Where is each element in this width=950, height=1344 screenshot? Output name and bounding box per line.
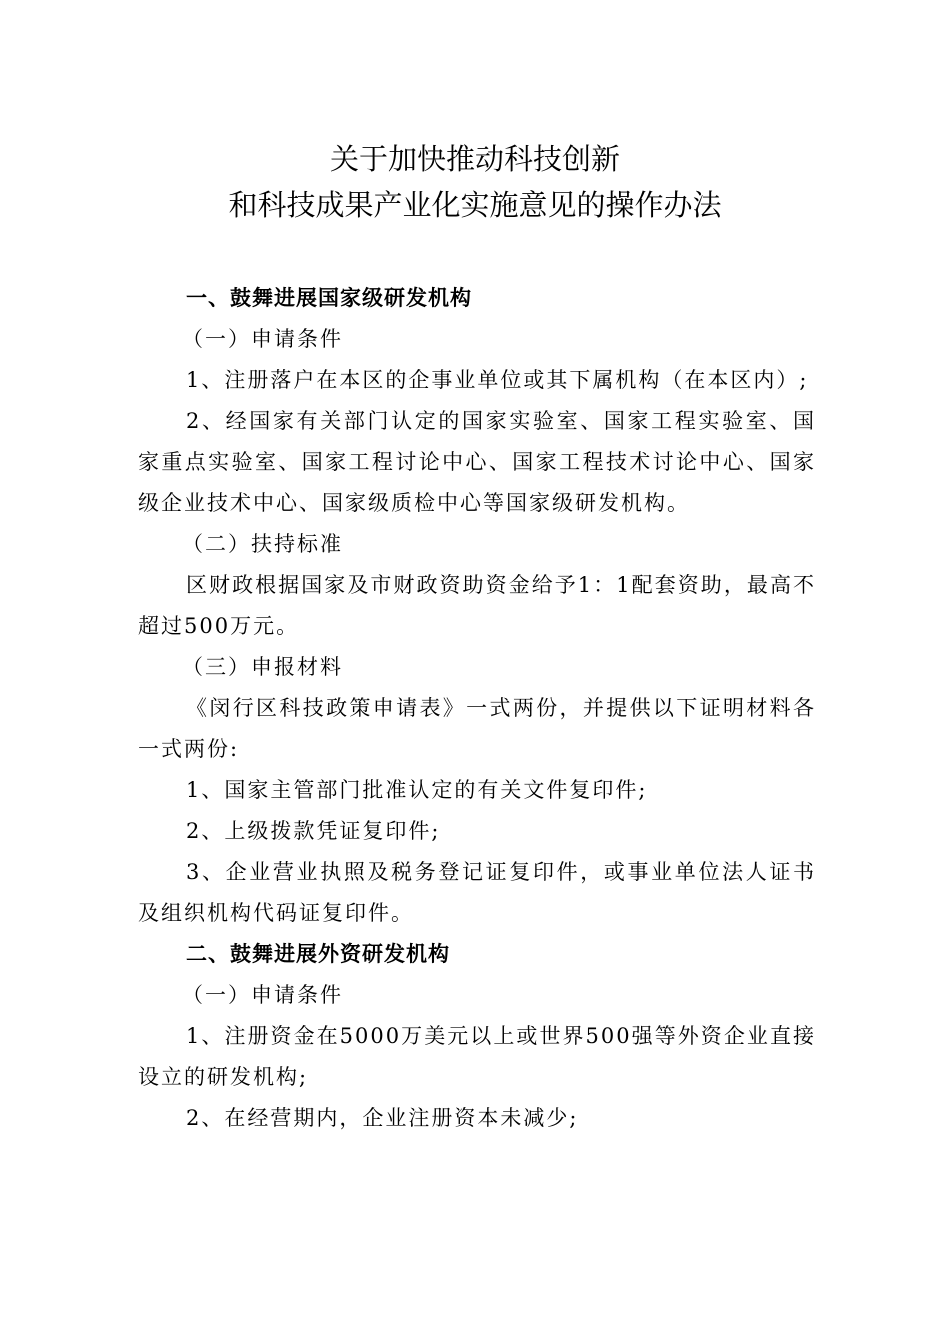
section-1-sub-1: （一）申请条件 (182, 327, 343, 351)
title-line-2: 和科技成果产业化实施意见的操作办法 (228, 188, 722, 222)
section-2-item-2: 2、在经营期内，企业注册资本未减少; (186, 1106, 579, 1130)
section-1-support: 区财政根据国家及市财政资助资金给予1：1配套资助，最高不超过500万元。 (138, 573, 816, 638)
section-1-item-1: 1、注册落户在本区的企事业单位或其下属机构（在本区内）; (186, 368, 809, 392)
section-1-item-2: 2、经国家有关部门认定的国家实验室、国家工程实验室、国家重点实验室、国家工程讨论中心、国家工程技术讨论中心、国家级企业技术中心、国家级质检中心等国家级研发机构。 (138, 409, 816, 515)
section-2-sub-1: （一）申请条件 (182, 983, 343, 1007)
section-1-sub-3: （三）申报材料 (182, 655, 343, 679)
document-title (0, 136, 950, 228)
section-2-item-1: 1、注册资金在5000万美元以上或世界500强等外资企业直接设立的研发机构; (138, 1024, 816, 1089)
section-1-materials-intro: 《闵行区科技政策申请表》一式两份，并提供以下证明材料各一式两份: (138, 696, 816, 761)
document-body (138, 278, 816, 1139)
section-1-sub-2: （二）扶持标准 (182, 532, 343, 556)
section-1-material-1: 1、国家主管部门批准认定的有关文件复印件; (186, 778, 648, 802)
section-1-heading: 一、鼓舞进展国家级研发机构 (186, 286, 472, 310)
section-1-material-2: 2、上级拨款凭证复印件; (186, 819, 441, 843)
section-2-heading: 二、鼓舞进展外资研发机构 (186, 942, 450, 966)
section-1-material-3: 3、企业营业执照及税务登记证复印件，或事业单位法人证书及组织机构代码证复印件。 (138, 860, 816, 925)
title-line-1: 关于加快推动科技创新 (329, 142, 620, 176)
